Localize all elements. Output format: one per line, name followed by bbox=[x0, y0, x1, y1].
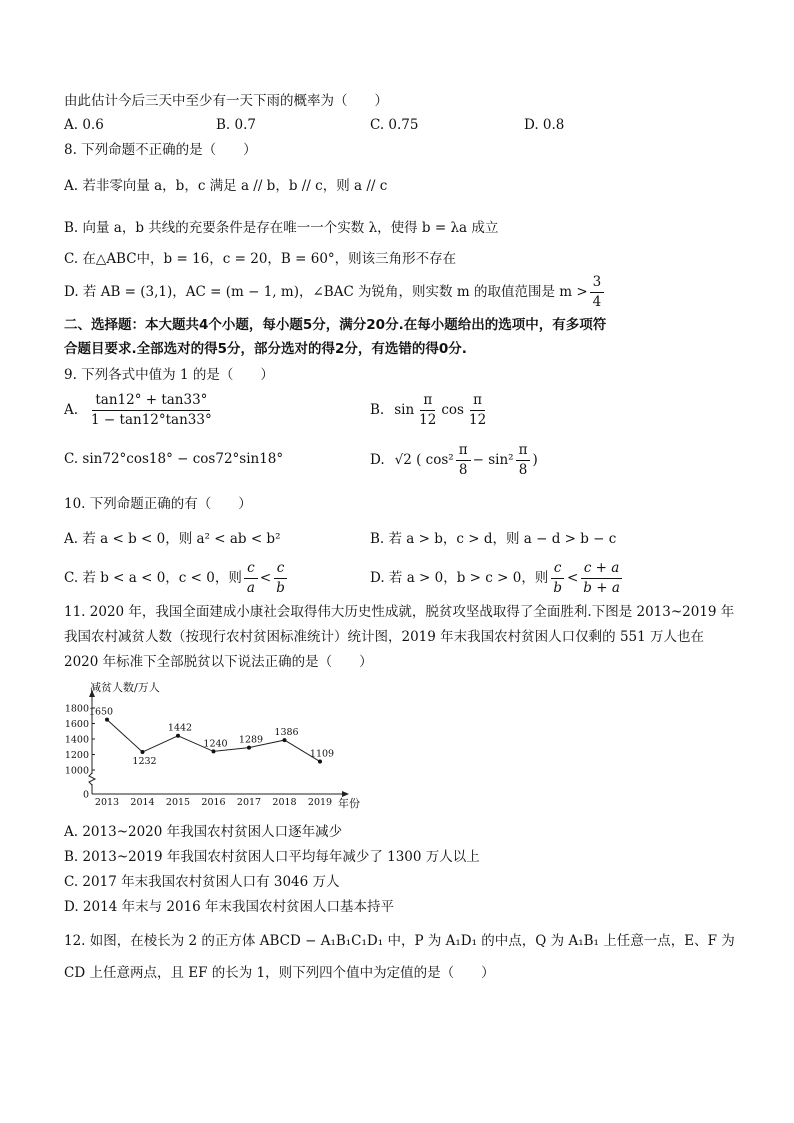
y-tick-label: 1200 bbox=[64, 750, 89, 761]
lt-sign: < bbox=[566, 570, 579, 586]
data-label: 1109 bbox=[309, 748, 335, 760]
q9-option-b-fraction1 bbox=[416, 391, 439, 430]
fraction-numerator: π bbox=[516, 441, 531, 461]
section2-header-line1: 二、选择题：本大题共4个小题，每小题5分，满分20分.在每小题给出的选项中，有多项符 bbox=[64, 317, 607, 333]
data-label: 1650 bbox=[88, 706, 114, 718]
q10-option-d-fraction1 bbox=[550, 559, 565, 598]
q8-option-c: C. 在△ABC中，b = 16，c = 20，B = 60°，则该三角形不存在 bbox=[64, 251, 457, 267]
q9-option-a-fraction bbox=[88, 391, 215, 430]
expr-text: √2 ( cos² bbox=[394, 452, 454, 468]
q7-stem: 由此估计今后三天中至少有一天下雨的概率为（ ） bbox=[64, 93, 388, 109]
data-label: 1442 bbox=[167, 722, 193, 734]
cos-text: cos bbox=[441, 402, 464, 418]
q8-option-b: B. 向量 a，b 共线的充要条件是存在唯一一个实数 λ，使得 b = λa 成立 bbox=[64, 220, 499, 236]
fraction-denominator: a bbox=[246, 579, 255, 596]
x-tick-label: 2014 bbox=[130, 797, 155, 808]
q9-stem: 9. 下列各式中值为 1 的是（ ） bbox=[64, 367, 274, 383]
fraction-denominator: 4 bbox=[592, 293, 602, 310]
q8-option-d bbox=[64, 272, 606, 312]
option-label: D. bbox=[370, 452, 385, 468]
data-label: 1232 bbox=[132, 756, 157, 768]
x-tick-label: 2015 bbox=[165, 797, 191, 808]
q10-option-c-fraction1 bbox=[244, 559, 258, 598]
fraction-numerator: π bbox=[456, 441, 471, 461]
y-tick-label: 1000 bbox=[64, 765, 89, 777]
x-tick-label: 2018 bbox=[272, 797, 297, 808]
fraction-numerator: 3 bbox=[590, 273, 605, 293]
q8-option-d-fraction bbox=[590, 273, 605, 312]
x-tick-label: 2013 bbox=[94, 797, 120, 808]
q10-stem: 10. 下列命题正确的有（ ） bbox=[64, 496, 252, 512]
lt-sign: < bbox=[259, 570, 272, 586]
q10-option-a: A. 若 a < b < 0，则 a² < ab < b² bbox=[64, 531, 281, 547]
option-text: C. 若 b < a < 0，c < 0，则 bbox=[64, 570, 242, 586]
x-tick-label: 2019 bbox=[307, 797, 333, 808]
data-point bbox=[247, 746, 251, 750]
sin-text: sin bbox=[394, 402, 415, 418]
fraction-denominator: b + a bbox=[583, 579, 620, 596]
q11-option-c: C. 2017 年末我国农村贫困人口有 3046 万人 bbox=[64, 874, 340, 890]
fraction-numerator: c bbox=[551, 559, 565, 579]
q10-option-d bbox=[370, 556, 625, 600]
expr-text: ) bbox=[532, 452, 538, 468]
y-tick-label: 1600 bbox=[64, 719, 89, 730]
fraction-denominator: 8 bbox=[458, 461, 468, 478]
fraction-denominator: 12 bbox=[468, 411, 487, 428]
q10-option-b: B. 若 a > b，c > d，则 a − d > b − c bbox=[370, 531, 617, 547]
q7-option-d: D. 0.8 bbox=[524, 117, 565, 133]
fraction-denominator: 12 bbox=[419, 411, 437, 428]
x-tick-label: 2017 bbox=[236, 797, 262, 808]
q8-option-a: A. 若非零向量 a，b，c 满足 a // b，b // c，则 a // c bbox=[64, 178, 388, 194]
q11-stem-line2: 我国农村减贫人数（按现行农村贫困标准统计）统计图，2019 年末我国农村贫困人口仅剩的 551 万人也在 bbox=[64, 629, 704, 645]
y-tick-label: 1800 bbox=[64, 703, 89, 715]
q7-option-a: A. 0.6 bbox=[64, 117, 104, 133]
q11-option-d: D. 2014 年末与 2016 年末我国农村贫困人口基本持平 bbox=[64, 899, 395, 915]
q12-stem-line2: CD 上任意两点，且 EF 的长为 1，则下列四个值中为定值的是（ ） bbox=[64, 965, 495, 981]
fraction-numerator: π bbox=[420, 391, 435, 411]
q10-option-c bbox=[64, 556, 290, 600]
q11-stem-line3: 2020 年标准下全部脱贫以下说法正确的是（ ） bbox=[64, 654, 373, 670]
q10-option-c-fraction2 bbox=[273, 559, 288, 598]
q11-option-b: B. 2013~2019 年我国农村贫困人口平均每年减少了 1300 万人以上 bbox=[64, 849, 480, 865]
q8-stem: 8. 下列命题不正确的是（ ） bbox=[64, 142, 257, 158]
section2-header-line2: 合题目要求.全部选对的得5分，部分选对的得2分，有选错的得0分. bbox=[64, 341, 467, 357]
q12-stem-line1: 12. 如图，在棱长为 2 的正方体 ABCD − A₁B₁C₁D₁ 中，P 为 A₁D₁ 的中点，Q 为 A₁B₁ 上任意一点，E、F 为 bbox=[64, 933, 735, 949]
fraction-denominator: b bbox=[276, 579, 285, 596]
q8-option-d-text: D. 若 AB = (3,1)，AC = (m − 1, m)，∠BAC 为锐角，则实数 m 的取值范围是 m > bbox=[64, 284, 588, 300]
data-label: 1240 bbox=[203, 738, 228, 750]
data-point bbox=[176, 734, 180, 738]
x-tick-label: 2016 bbox=[201, 797, 226, 808]
q7-option-b: B. 0.7 bbox=[216, 117, 256, 133]
data-point bbox=[105, 718, 109, 722]
y-axis-label: 减贫人数/万人 bbox=[90, 681, 160, 694]
fraction-denominator: 8 bbox=[518, 461, 528, 478]
option-label: A. bbox=[64, 402, 79, 418]
data-point bbox=[318, 760, 322, 764]
q9-option-a bbox=[64, 388, 217, 432]
data-label: 1289 bbox=[238, 734, 264, 746]
q9-option-b-fraction2 bbox=[466, 391, 489, 430]
expr-text: − sin² bbox=[472, 452, 514, 468]
q11-option-a: A. 2013~2020 年我国农村贫困人口逐年减少 bbox=[64, 824, 343, 840]
q10-option-d-fraction2 bbox=[580, 559, 623, 598]
fraction-numerator: c bbox=[274, 559, 288, 579]
fraction-denominator: 1 − tan12°tan33° bbox=[91, 411, 212, 428]
data-label: 1386 bbox=[274, 727, 299, 739]
y-tick-label: 0 bbox=[82, 789, 89, 801]
q7-option-c: C. 0.75 bbox=[370, 117, 419, 133]
q9-option-d-fraction1 bbox=[456, 441, 471, 480]
data-point bbox=[283, 738, 287, 742]
fraction-denominator: b bbox=[553, 579, 562, 596]
x-axis-label: 年份 bbox=[338, 797, 360, 810]
q9-option-c: C. sin72°cos18° − cos72°sin18° bbox=[64, 451, 284, 467]
q9-option-d-fraction2 bbox=[516, 441, 531, 480]
fraction-numerator: c + a bbox=[581, 559, 623, 579]
data-point bbox=[212, 749, 216, 753]
option-label: B. bbox=[370, 402, 385, 418]
y-tick-label: 1400 bbox=[64, 734, 89, 746]
q9-option-b bbox=[370, 388, 491, 432]
fraction-numerator: c bbox=[244, 559, 258, 579]
q9-option-d bbox=[370, 438, 538, 482]
poverty-reduction-chart bbox=[60, 680, 370, 812]
q11-stem-line1: 11. 2020 年，我国全面建成小康社会取得伟大历史性成就，脱贫攻坚战取得了全面胜利.下图是 2013~2019 年 bbox=[64, 604, 735, 620]
option-text: D. 若 a > 0，b > c > 0，则 bbox=[370, 570, 549, 586]
fraction-numerator: tan12° + tan33° bbox=[92, 391, 210, 411]
data-point bbox=[141, 750, 145, 754]
fraction-numerator: π bbox=[470, 391, 485, 411]
